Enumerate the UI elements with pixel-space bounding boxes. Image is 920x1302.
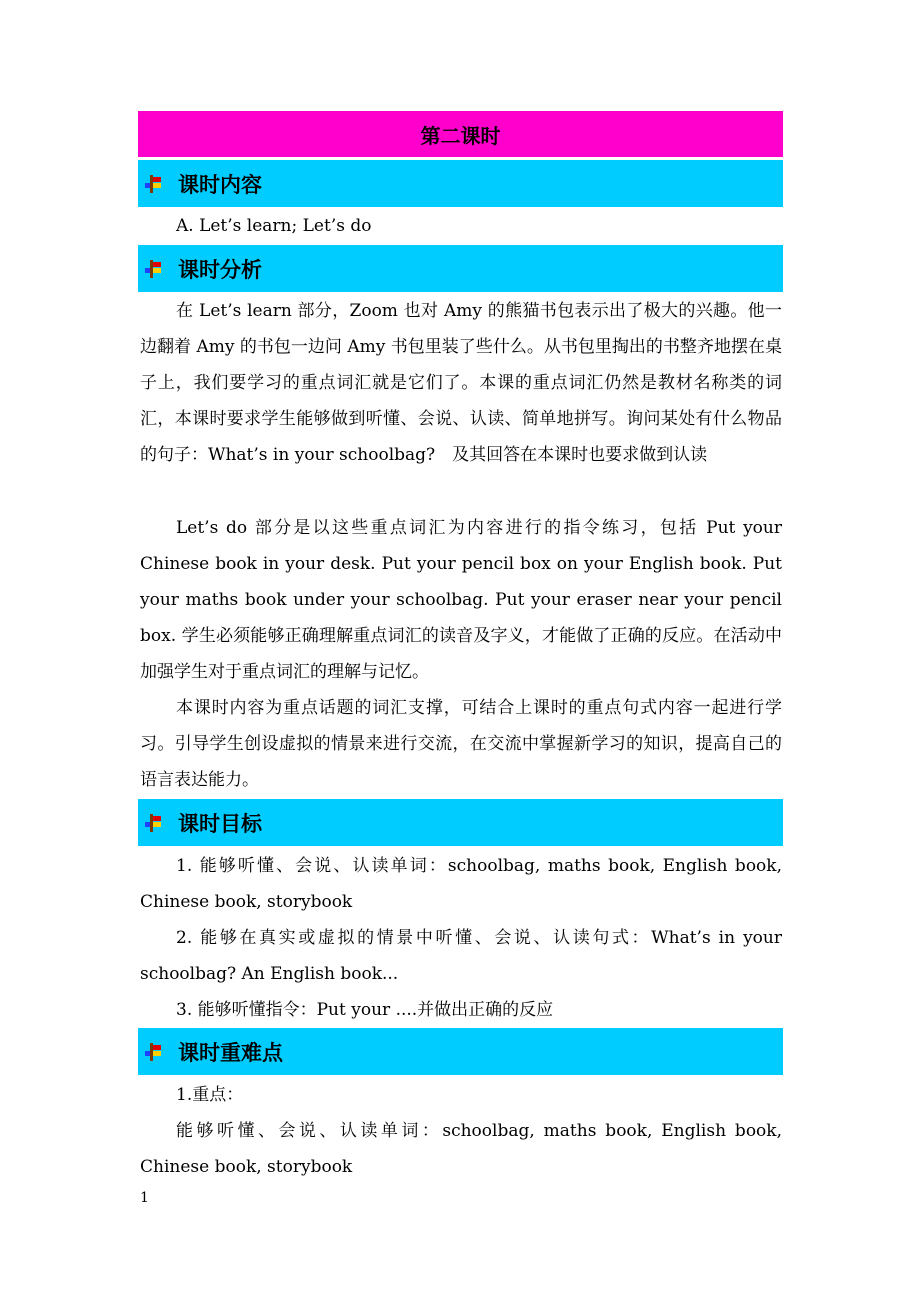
page-number: 1: [140, 1190, 149, 1206]
section-heading-objectives: [138, 799, 783, 846]
objective-item-3: 3. 能够听懂指令：Put your ....并做出正确的反应: [176, 1000, 554, 1020]
content-paragraph: A. Let’s learn; Let’s do: [176, 216, 372, 236]
section-heading-text: 课时分析: [178, 256, 262, 282]
lesson-title-bar: [138, 111, 783, 157]
objective-item-2: 2. 能够在真实或虚拟的情景中听懂、会说、认读句式：What’s in your schoolbag? An English book...: [140, 928, 782, 984]
key-point-text: 能够听懂、会说、认读单词：schoolbag, maths book, English book, Chinese book, storybook: [140, 1121, 782, 1177]
objective-item-1: 1. 能够听懂、会说、认读单词：schoolbag, maths book, English book, Chinese book, storybook: [140, 856, 782, 912]
bullet-flag-icon: [144, 1042, 164, 1062]
analysis-paragraph-2: Let’s do 部分是以这些重点词汇为内容进行的指令练习，包括 Put your Chinese book in your desk. Put your pencil box on your English book. Put your maths book under your schoolbag. Put your eraser near your pencil box. 学生必须能够正确理解重点词汇的读音及字义，才能做了正确的反应。在活动中加强学生对于重点词汇的理解与记忆。: [140, 518, 782, 682]
section-heading-text: 课时重难点: [178, 1039, 283, 1065]
bullet-flag-icon: [144, 813, 164, 833]
key-point-label: 1.重点：: [176, 1085, 244, 1105]
lesson-title: 第二课时: [420, 123, 501, 148]
section-heading-text: 课时内容: [178, 171, 262, 197]
bullet-flag-icon: [144, 174, 164, 194]
analysis-paragraph-1: 在 Let’s learn 部分，Zoom 也对 Amy 的熊猫书包表示出了极大的兴趣。他一边翻着 Amy 的书包一边问 Amy 书包里装了些什么。从书包里掏出的书整齐地摆在桌子上，我们要学习的重点词汇就是它们了。本课的重点词汇仍然是教材名称类的词汇，本课时要求学生能够做到听懂、会说、认读、简单地拼写。询问某处有什么物品的句子：What’s in your schoolbag? 及其回答在本课时也要求做到认读: [140, 301, 782, 465]
analysis-paragraph-3: 本课时内容为重点话题的词汇支撑，可结合上课时的重点句式内容一起进行学习。引导学生创设虚拟的情景来进行交流，在交流中掌握新学习的知识，提高自己的语言表达能力。: [140, 698, 782, 790]
bullet-flag-icon: [144, 259, 164, 279]
section-heading-text: 课时目标: [178, 810, 262, 836]
section-heading-content: [138, 160, 783, 207]
section-heading-key-points: [138, 1028, 783, 1075]
section-heading-analysis: [138, 245, 783, 292]
